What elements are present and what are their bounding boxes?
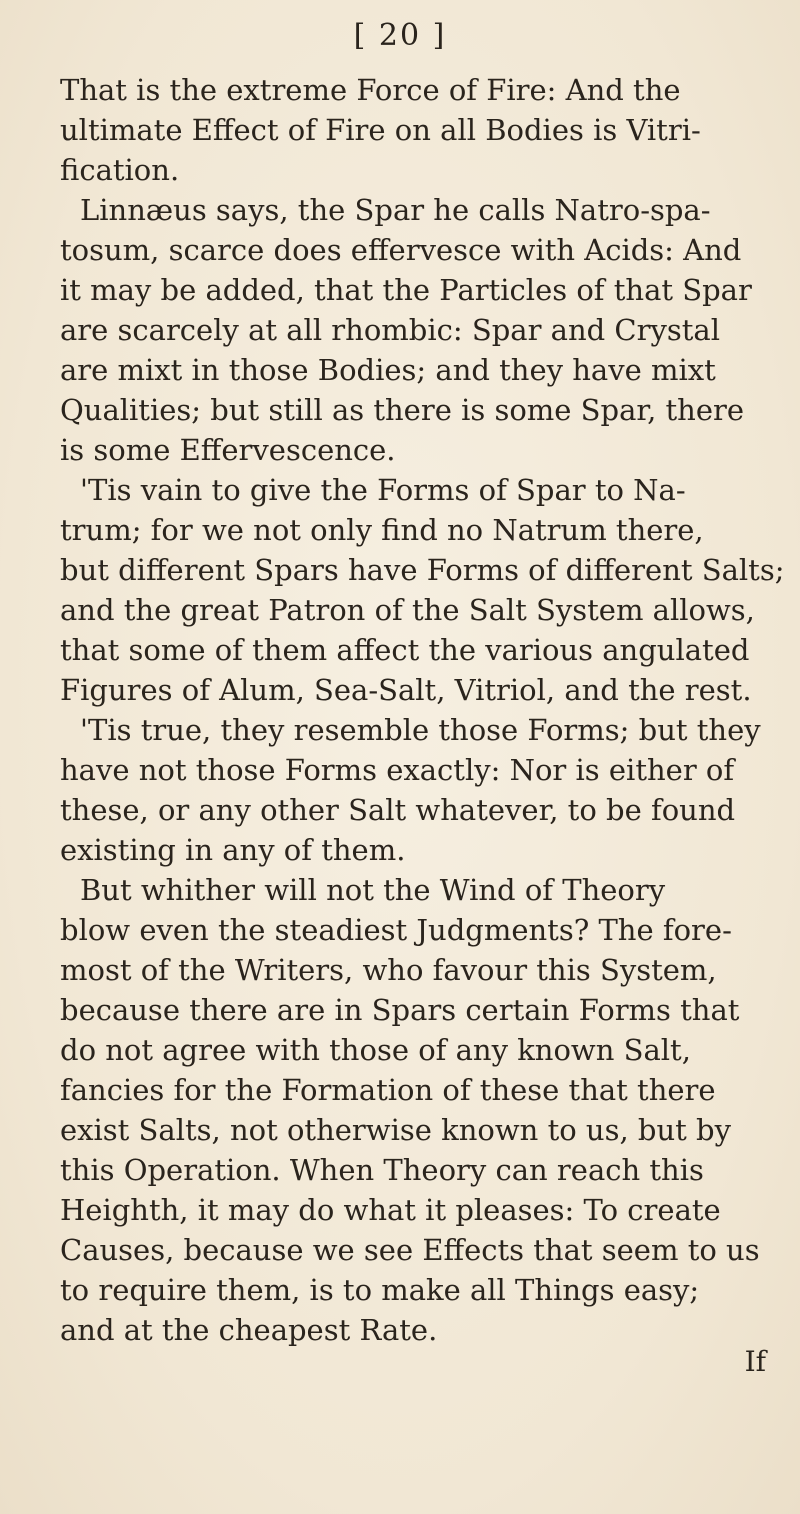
text-line: blow even the steadiest Judgments? The fore- <box>60 913 732 947</box>
text-line: and the great Patron of the Salt System allows, <box>60 593 755 627</box>
text-line: ultimate Effect of Fire on all Bodies is Vitri- <box>60 113 701 147</box>
text-line: Linnæus says, the Spar he calls Natro-spa- <box>80 193 711 227</box>
text-line: are mixt in those Bodies; and they have mixt <box>60 353 716 387</box>
text-line: fancies for the Formation of these that there <box>60 1073 716 1107</box>
text-line: but different Spars have Forms of different Salts; <box>60 553 785 587</box>
text-line: 'Tis vain to give the Forms of Spar to Na- <box>80 473 686 507</box>
page-number: 20 <box>378 18 422 53</box>
text-line: Causes, because we see Effects that seem to us <box>60 1233 760 1267</box>
text-line: is some Effervescence. <box>60 433 396 467</box>
text-line: because there are in Spars certain Forms that <box>60 993 740 1027</box>
text-line: But whither will not the Wind of Theory <box>80 873 666 907</box>
bracket-right: ] <box>432 18 447 53</box>
text-line: most of the Writers, who favour this System, <box>60 953 717 987</box>
text-line: that some of them affect the various angulated <box>60 633 750 667</box>
text-line: these, or any other Salt whatever, to be found <box>60 793 736 827</box>
text-line: fication. <box>60 153 180 187</box>
bracket-left: [ <box>353 18 368 53</box>
text-line: trum; for we not only find no Natrum there, <box>60 513 704 547</box>
text-line: existing in any of them. <box>60 833 406 867</box>
text-line: Figures of Alum, Sea-Salt, Vitriol, and the rest. <box>60 673 752 707</box>
text-line: are scarcely at all rhombic: Spar and Crystal <box>60 313 720 347</box>
text-line: That is the extreme Force of Fire: And the <box>60 73 681 107</box>
text-line: Qualities; but still as there is some Spar, there <box>60 393 745 427</box>
text-line: Heighth, it may do what it pleases: To create <box>60 1193 721 1227</box>
text-line: have not those Forms exactly: Nor is either of <box>60 753 735 787</box>
text-line: do not agree with those of any known Salt, <box>60 1033 691 1067</box>
text-line: to require them, is to make all Things easy; <box>60 1273 700 1307</box>
text-line: it may be added, that the Particles of that Spar <box>60 273 752 307</box>
page-header <box>0 18 800 53</box>
catchword: If <box>744 1345 766 1378</box>
text-line: tosum, scarce does effervesce with Acids: And <box>60 233 742 267</box>
text-line: 'Tis true, they resemble those Forms; but they <box>80 713 761 747</box>
text-line: and at the cheapest Rate. <box>60 1313 438 1347</box>
text-line: exist Salts, not otherwise known to us, but by <box>60 1113 731 1147</box>
text-line: this Operation. When Theory can reach this <box>60 1153 704 1187</box>
